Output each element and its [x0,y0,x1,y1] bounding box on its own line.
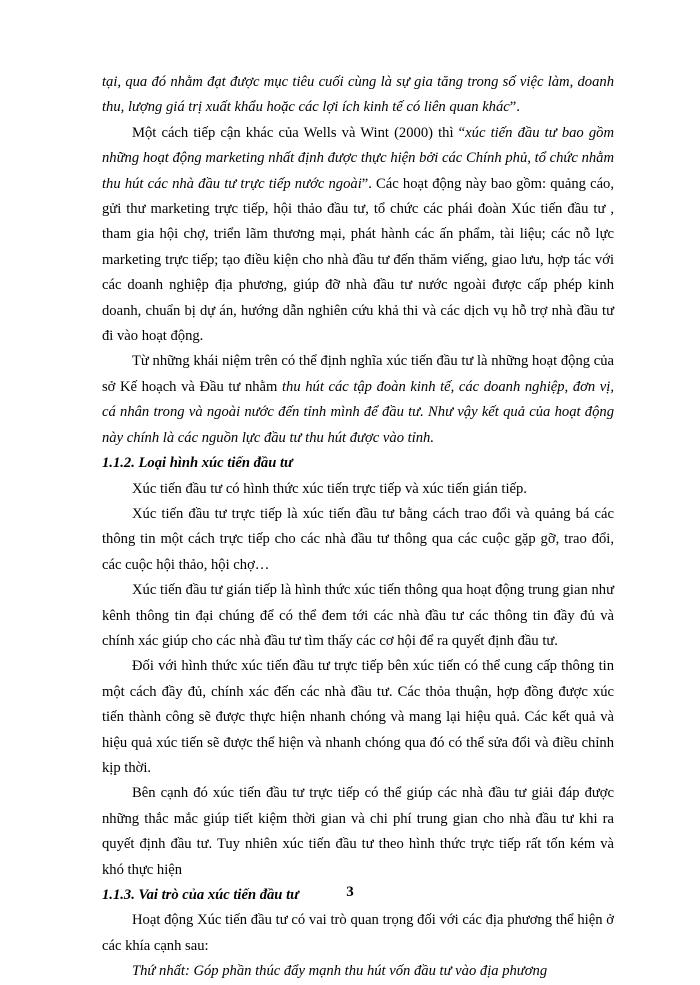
paragraph-3-italic: thu hút các tập đoàn kinh tế, các doanh nghiệp, đơn vị, cá nhân trong và ngoài nước đến tỉnh mình để đầu tư. Như vậy kết quả của hoạt động này chính là các nguồn lực đầu tư thu hút được vào tỉnh. [102,378,614,446]
paragraph-3 [102,349,614,451]
paragraph-1-end: ”. [509,99,520,116]
heading-1-1-3: 1.1.3. Vai trò của xúc tiến đầu tư [102,887,299,903]
paragraph-3-start: Từ những khái niệm trên có thể định nghĩa xúc tiến đầu tư là những hoạt động của sở Kế hoạch và Đầu tư nhằm [102,353,614,395]
paragraph-2-start: Một cách tiếp cận khác của Wells và Wint (2000) thì “ [132,124,466,141]
paragraph-2-end: ”. Các hoạt động này bao gồm: quảng cáo, gửi thư marketing trực tiếp, hội thảo đầu tư, tổ chức các phái đoàn Xúc tiến đầu tư , tham gia hội chợ, triển lãm thương mại, phát hành các ấn phẩm, tài liệu; các nỗ lực marketing trực tiếp; tạo điều kiện cho nhà đầu tư đến thăm viếng, giao lưu, hợp tác với các doanh nghiệp địa phương, giúp đỡ nhà đầu tư nước ngoài được cấp phép kinh doanh, chuẩn bị dự án, hướng dẫn nghiên cứu khả thi và các dịch vụ hỗ trợ nhà đầu tư đi vào hoạt động. [102,175,614,345]
page-number: 3 [346,884,354,900]
paragraph-4: Xúc tiến đầu tư có hình thức xúc tiến trực tiếp và xúc tiến gián tiếp. [132,480,527,497]
paragraph-9: Hoạt động Xúc tiến đầu tư có vai trò quan trọng đối với các địa phương thể hiện ở các khía cạnh sau: [102,912,614,954]
paragraph-1 [102,70,614,121]
paragraph-6: Xúc tiến đầu tư gián tiếp là hình thức xúc tiến thông qua hoạt động trung gian như kênh thông tin đại chúng để có thể đem tới các nhà đầu tư các thông tin đầy đủ và chính xác giúp cho các nhà đầu tư tìm thấy các cơ hội để ra quyết định đầu tư. [102,582,614,649]
document-page [102,70,614,985]
paragraph-1-italic: tại, qua đó nhằm đạt được mục tiêu cuối cùng là sự gia tăng trong số việc làm, doanh thu, lượng giá trị xuất khẩu hoặc các lợi ích kinh tế có liên quan khác [102,74,614,116]
paragraph-8: Bên cạnh đó xúc tiến đầu tư trực tiếp có thể giúp các nhà đầu tư giải đáp được những thắc mắc giúp tiết kiệm thời gian và chi phí trung gian cho nhà đầu tư khi ra quyết định đầu tư. Tuy nhiên xúc tiến đầu tư theo hình thức trực tiếp rất tốn kém và khó thực hiện [102,785,614,878]
paragraph-5: Xúc tiến đầu tư trực tiếp là xúc tiến đầu tư bằng cách trao đổi và quảng bá các thông tin một cách trực tiếp cho các nhà đầu tư thông qua các cuộc gặp gỡ, trao đổi, các cuộc hội thảo, hội chợ… [102,505,614,573]
heading-1-1-2: 1.1.2. Loại hình xúc tiến đầu tư [102,455,293,472]
paragraph-7: Đối với hình thức xúc tiến đầu tư trực tiếp bên xúc tiến có thể cung cấp thông tin một cách đầy đủ, chính xác đến các nhà đầu tư. Các thỏa thuận, hợp đồng được xúc tiến thành công sẽ được thực hiện nhanh chóng và mang lại hiệu quả. Các kết quả và hiệu quả xúc tiến sẽ được thể hiện và nhanh chóng qua đó có thể sửa đổi và điều chỉnh kịp thời. [102,658,614,776]
paragraph-2 [102,121,614,350]
paragraph-2-italic: xúc tiến đầu tư bao gồm những hoạt động marketing nhất định được thực hiện bởi các Chính phủ, tổ chức nhằm thu hút các nhà đầu tư trực tiếp nước ngoài [102,124,614,192]
paragraph-10: Thứ nhất: Góp phần thúc đẩy mạnh thu hút vốn đầu tư vào địa phương [132,963,548,980]
